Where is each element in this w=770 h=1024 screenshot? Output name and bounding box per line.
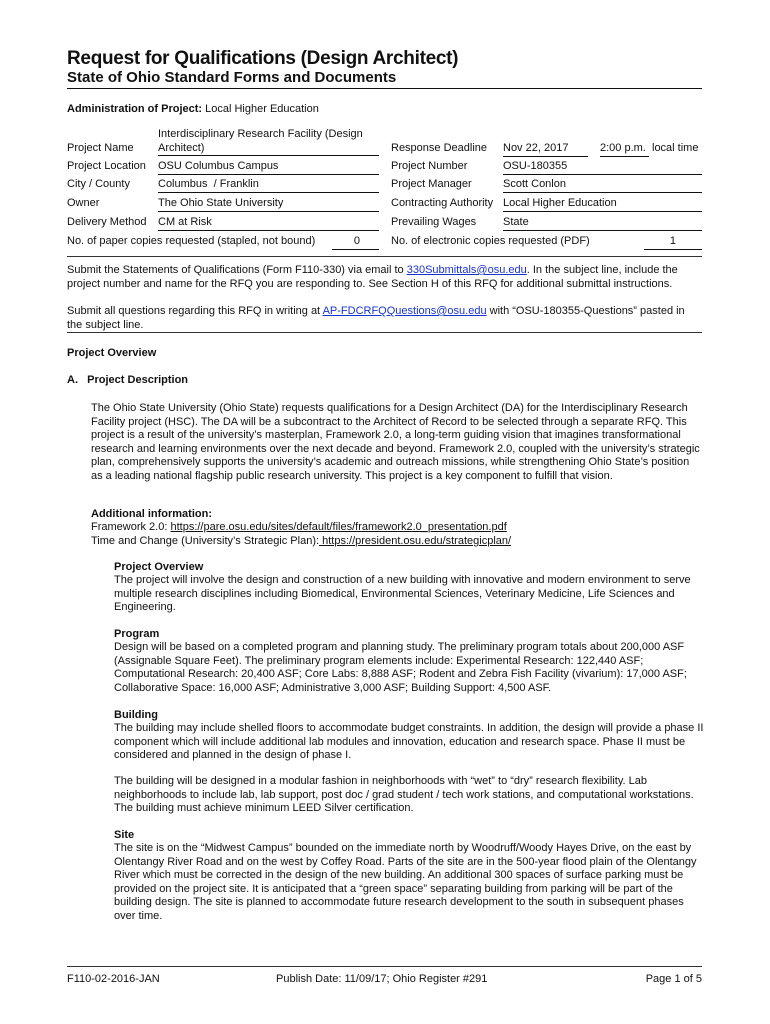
- submittal-text-pre: Submit the Statements of Qualifications (Form F110-330) via email to: [67, 264, 407, 276]
- paper-copies-label: No. of paper copies requested (stapled, not bound): [67, 235, 316, 247]
- project-name-field: [158, 128, 379, 156]
- document-subtitle: State of Ohio Standard Forms and Documents: [67, 69, 397, 86]
- po-subheading: Project Overview: [114, 561, 204, 573]
- document-title: Request for Qualifications (Design Architect): [67, 48, 459, 69]
- administration-label: Administration of Project:: [67, 103, 203, 115]
- administration-value: Local Higher Education: [205, 103, 319, 115]
- building-text-2: The building will be designed in a modular fashion in neighborhoods with “wet” to “dry” research flexibility. Lab neighborhoods to include lab, lab support, post doc / grad student / tech work stations, and computational workstations. The building must achieve minimum LEED Silver certification.: [114, 775, 694, 815]
- questions-paragraph: [67, 305, 703, 332]
- project-name-line2: Architect): [158, 141, 205, 154]
- local-time-text: local time: [652, 142, 699, 154]
- delivery-method-label: Delivery Method: [67, 216, 147, 228]
- delivery-method-field: CM at Risk: [158, 216, 379, 231]
- building-text-1: The building may include shelled floors to accommodate budget constraints. In addition, the design will provide a phase II component which will include additional lab modules and innovation, education and research space. Phase II must be considered and planned in the design of phase I.: [114, 722, 704, 762]
- fields-divider: [67, 256, 702, 257]
- electronic-copies-field: [644, 235, 702, 250]
- project-manager-label: Project Manager: [391, 178, 472, 190]
- project-number-field: OSU-180355: [503, 160, 702, 175]
- contracting-authority-field: Local Higher Education: [503, 197, 702, 212]
- administration-row: [67, 103, 319, 117]
- electronic-copies-value: 1: [669, 235, 676, 247]
- city-county-label: City / County: [67, 178, 130, 190]
- po-text: The project will involve the design and construction of a new building with innovative and modern environment to serve multiple research disciplines including Biomedical, Environmental Sciences, Veterinary Medicine, Life Sciences and Engineering.: [114, 574, 691, 614]
- contracting-authority-label: Contracting Authority: [391, 197, 494, 209]
- framework-link[interactable]: https://pare.osu.edu/sites/default/files/framework2.0_presentation.pdf: [170, 521, 507, 533]
- electronic-copies-label: No. of electronic copies requested (PDF): [391, 235, 590, 247]
- project-location-field: OSU Columbus Campus: [158, 160, 379, 175]
- framework-label: Framework 2.0:: [91, 521, 171, 533]
- additional-info-heading: Additional information:: [91, 508, 212, 520]
- questions-email-link[interactable]: AP-FDCRFQQuestions@osu.edu: [322, 305, 487, 317]
- footer-page-number: Page 1 of 5: [645, 973, 702, 985]
- owner-field: The Ohio State University: [158, 197, 379, 212]
- footer-publish-date: Publish Date: 11/09/17; Ohio Register #291: [276, 973, 488, 985]
- framework-row: [91, 521, 507, 535]
- project-overview-heading: Project Overview: [67, 347, 157, 359]
- project-manager-field: Scott Conlon: [503, 178, 702, 193]
- project-location-label: Project Location: [67, 160, 146, 172]
- program-text: Design will be based on a completed program and planning study. The preliminary program totals about 200,000 ASF (Assignable Square Feet). The preliminary program elements include: Experimental Research: 122,440 ASF; Computational Research: 20,400 ASF; Core Labs: 8,888 ASF; Rodent and Zebra Fish Facility (vivarium): 17,000 ASF; Collaborative Space: 16,000 ASF; Administrative 3,000 ASF; Building Support: 4,500 ASF.: [114, 641, 687, 694]
- prevailing-wages-field: State: [503, 216, 702, 231]
- response-deadline-date: Nov 22, 2017: [503, 142, 588, 157]
- submittals-email-link[interactable]: 330Submittals@osu.edu: [406, 264, 527, 276]
- city-county-field: Columbus / Franklin: [158, 178, 379, 193]
- program-heading: Program: [114, 628, 160, 640]
- footer-form-id: F110-02-2016-JAN: [67, 973, 160, 985]
- submittal-divider: [67, 332, 702, 333]
- owner-label: Owner: [67, 197, 100, 209]
- header-divider: [67, 88, 702, 89]
- submittal-text-post: . In the subject line, include the project number and name for the RFQ you are responding to. See Section H of this RFQ for additional submittal instructions.: [67, 264, 678, 290]
- questions-text-post: with “OSU-180355-Questions” pasted in the subject line.: [67, 305, 685, 331]
- response-deadline-label: Response Deadline: [391, 142, 488, 154]
- strategic-plan-link[interactable]: https://president.osu.edu/strategicplan/: [319, 535, 512, 547]
- strategic-plan-label: Time and Change (University’s Strategic Plan):: [91, 535, 320, 547]
- project-number-label: Project Number: [391, 160, 468, 172]
- paper-copies-value: 0: [353, 235, 360, 247]
- footer-divider: [67, 966, 702, 967]
- response-deadline-time: 2:00 p.m.: [600, 142, 649, 157]
- questions-text-pre: Submit all questions regarding this RFQ in writing at: [67, 305, 323, 317]
- site-heading: Site: [114, 829, 135, 841]
- project-name-label: Project Name: [67, 142, 134, 154]
- submittal-paragraph: [67, 264, 703, 291]
- project-description-text: The Ohio State University (Ohio State) requests qualifications for a Design Architect (DA) for the Interdisciplinary Research Facility project (HSC). The DA will be a subcontract to the Architect of Record to be selected through a separate RFQ. This project is a result of the university’s masterplan, Framework 2.0, a long-term guiding vision that imagines transformational research and learning environments over the next decade and beyond. Framework 2.0, coupled with the university’s strategic plan, comprehensively supports the university’s academic and outreach missions, while strengthening Ohio State’s position as a leading national flagship public research university. This project is a key component to fulfill that vision.: [91, 402, 700, 482]
- strategic-plan-row: [91, 535, 511, 549]
- project-name-line1: Interdisciplinary Research Facility (Design: [158, 128, 363, 140]
- building-heading: Building: [114, 709, 158, 721]
- prevailing-wages-label: Prevailing Wages: [391, 216, 477, 228]
- site-text: The site is on the “Midwest Campus” bounded on the immediate north by Woodruff/Woody Hayes Drive, on the east by Olentangy River Road and on the west by Coffey Road. Parts of the site are in the 500-year flood plain of the Olentangy River which must be corrected in the design of the new building. An additional 300 spaces of surface parking must be provided on the project site. It is anticipated that a “green space” separating building from parking will be part of the building design. The site is planned to accommodate future research development to the south in subsequent phases over time.: [114, 842, 697, 922]
- paper-copies-field: [332, 235, 379, 250]
- section-a-heading: A. Project Description: [67, 374, 189, 386]
